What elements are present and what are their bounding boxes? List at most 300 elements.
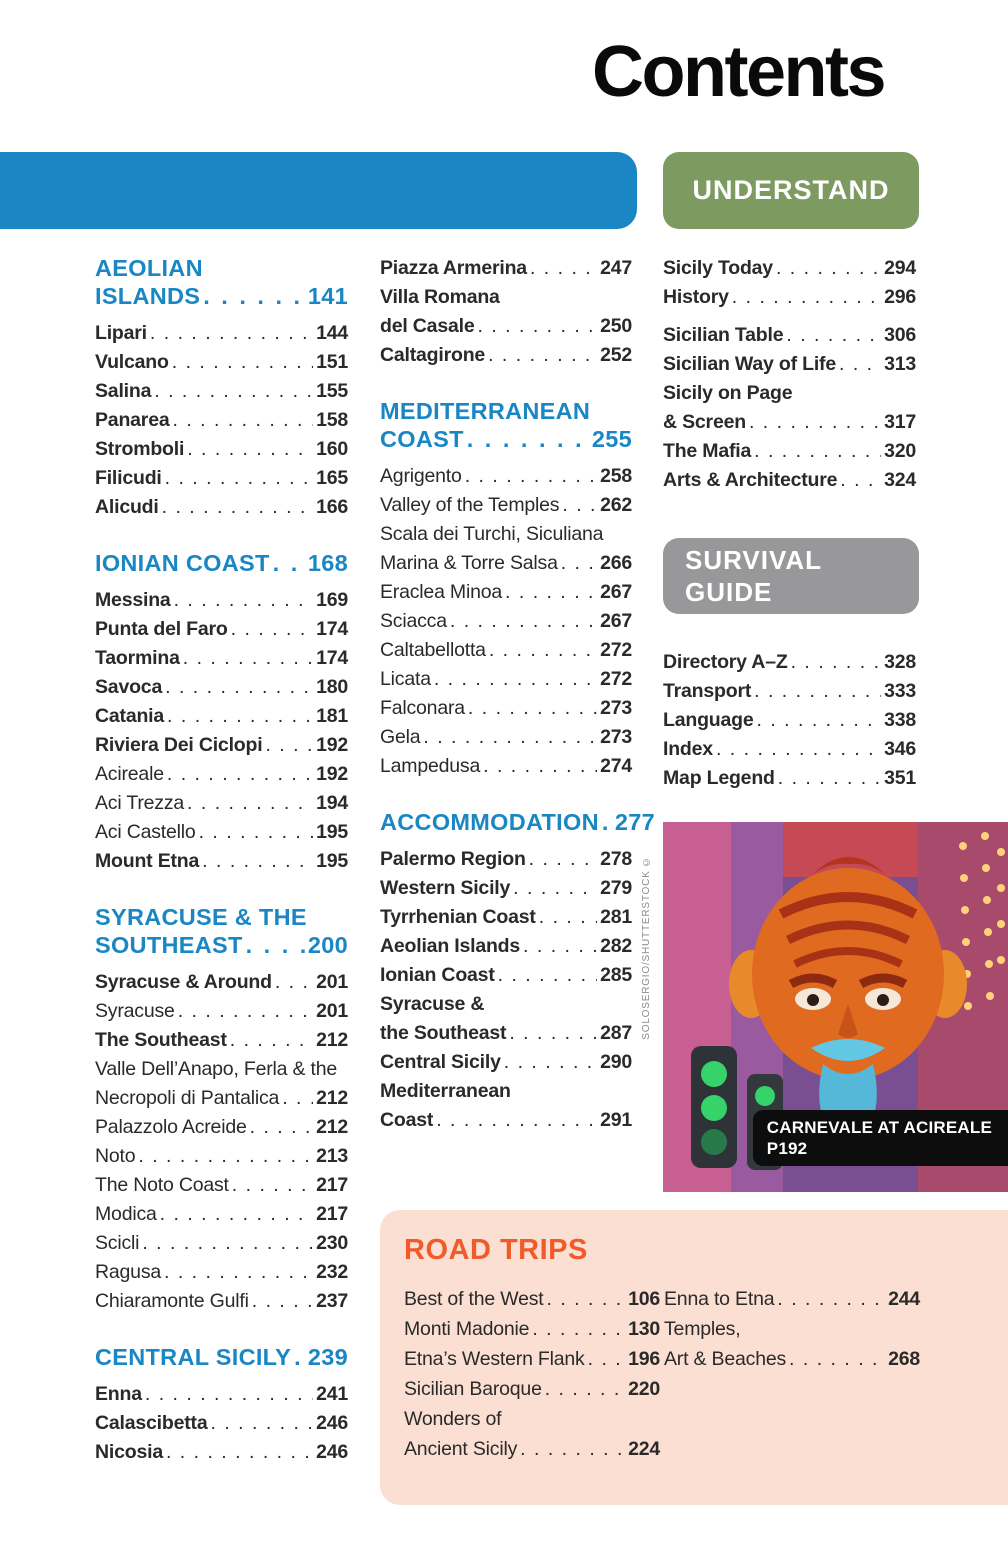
page-number: 273: [600, 726, 632, 748]
toc-entry[interactable]: [95, 968, 348, 997]
dot-leader: [776, 254, 881, 283]
carnival-photo: [663, 822, 1008, 1192]
page-number: 212: [316, 1116, 348, 1138]
section-heading[interactable]: [380, 808, 655, 836]
toc-entry[interactable]: [95, 1142, 348, 1171]
toc-entry[interactable]: [663, 350, 916, 379]
toc-entry-label: Filicudi: [95, 467, 162, 489]
photo-caption-page: P192: [766, 1139, 808, 1158]
toc-entry-label: Lipari: [95, 322, 147, 344]
dot-leader: [483, 752, 597, 781]
toc-entry-label: Sicilian Table: [663, 324, 784, 346]
dot-leader: [791, 648, 882, 677]
dot-leader: [423, 723, 597, 752]
photo-caption-title: CARNEVALE AT ACIREALE: [766, 1118, 992, 1137]
page-number: 174: [316, 618, 348, 640]
page-number: 338: [884, 709, 916, 731]
section-heading-label: SYRACUSE & THE: [95, 904, 307, 930]
road-trip-entry[interactable]: [404, 1344, 660, 1374]
toc-entry-label: Savoca: [95, 676, 163, 698]
dot-leader: [162, 493, 313, 522]
toc-entry[interactable]: [95, 847, 348, 876]
dot-leader: [150, 319, 313, 348]
page-number: 174: [316, 647, 348, 669]
toc-entry-label: Central Sicily: [380, 1051, 501, 1073]
road-trip-entry-label: Temples,: [664, 1318, 741, 1340]
toc-entry-label: Riviera Dei Ciclopi: [95, 734, 263, 756]
dot-leader: [450, 607, 597, 636]
dot-leader: [178, 997, 313, 1026]
toc-entry[interactable]: [663, 677, 916, 706]
toc-entry[interactable]: [95, 789, 348, 818]
dot-leader: [840, 466, 881, 495]
dot-leader: [294, 1343, 305, 1371]
toc-entry[interactable]: [95, 1380, 348, 1409]
dot-leader: [602, 808, 612, 836]
road-trip-entry-label: Sicilian Baroque: [404, 1378, 542, 1400]
road-trip-entry[interactable]: [404, 1284, 660, 1314]
section-heading[interactable]: [95, 1343, 348, 1371]
dot-leader: [505, 578, 597, 607]
page-number: 201: [316, 971, 348, 993]
toc-entry[interactable]: [380, 1077, 632, 1135]
toc-entry[interactable]: [380, 903, 632, 932]
toc-entry-label: Caltagirone: [380, 344, 486, 366]
page-number: 320: [884, 440, 916, 462]
toc-entry-label: Syracuse &: [380, 993, 485, 1015]
toc-entry-label: Index: [663, 738, 713, 760]
dot-leader: [434, 665, 597, 694]
dot-leader: [202, 847, 313, 876]
toc-entry-label: Agrigento: [380, 465, 462, 487]
toc-entry[interactable]: [380, 283, 632, 341]
toc-entry-label: the Southeast: [380, 1022, 507, 1044]
page-number: 246: [316, 1441, 348, 1463]
toc-entry-label: Catania: [95, 705, 165, 727]
toc-entry-label: Modica: [95, 1203, 157, 1225]
dot-leader: [164, 1258, 313, 1287]
page-number: 291: [600, 1109, 632, 1131]
toc-entry-label: Transport: [663, 680, 752, 702]
dot-leader: [732, 283, 881, 312]
dot-leader: [716, 735, 881, 764]
toc-entry[interactable]: [380, 462, 632, 491]
dot-leader: [778, 764, 881, 793]
section-heading-label: ACCOMMODATION: [380, 809, 599, 835]
page-number: 224: [628, 1438, 660, 1460]
dot-leader: [530, 254, 597, 283]
chapter-band: [0, 152, 637, 229]
toc-entry[interactable]: [95, 702, 348, 731]
toc-entry-label: Western Sicily: [380, 877, 511, 899]
section-heading-label: IONIAN COAST: [95, 550, 270, 576]
page-number: 141: [307, 283, 348, 309]
toc-entry[interactable]: [380, 932, 632, 961]
dot-leader: [839, 350, 881, 379]
page-number: 266: [600, 552, 632, 574]
toc-entry[interactable]: [380, 520, 632, 578]
toc-entry[interactable]: [95, 1171, 348, 1200]
toc-entry[interactable]: [663, 706, 916, 735]
page-number: 244: [888, 1288, 920, 1310]
dot-leader: [477, 312, 597, 341]
dot-leader: [265, 731, 313, 760]
dot-leader: [562, 491, 597, 520]
toc-entry[interactable]: [95, 818, 348, 847]
section-heading-label: MEDITERRANEAN: [380, 398, 591, 424]
toc-entry-label: The Noto Coast: [95, 1174, 229, 1196]
dot-leader: [174, 586, 314, 615]
toc-entry[interactable]: [663, 735, 916, 764]
toc-entry-label: Sicily on Page: [663, 382, 793, 404]
section-heading-label: SOUTHEAST: [95, 932, 243, 958]
dot-leader: [250, 1113, 313, 1142]
dot-leader: [232, 1171, 313, 1200]
page-number: 333: [884, 680, 916, 702]
toc-entry-label: Valley of the Temples: [380, 494, 560, 516]
page-number: 273: [600, 697, 632, 719]
section-heading[interactable]: [95, 903, 348, 959]
dot-leader: [252, 1287, 313, 1316]
page-number: 351: [884, 767, 916, 789]
toc-entry-label: Stromboli: [95, 438, 185, 460]
toc-entry[interactable]: [663, 254, 916, 283]
toc-entry[interactable]: [95, 435, 348, 464]
dot-leader: [754, 677, 881, 706]
page-number: 195: [316, 821, 348, 843]
page-number: 258: [600, 465, 632, 487]
toc-entry[interactable]: [95, 406, 348, 435]
page-number: 195: [316, 850, 348, 872]
toc-entry-label: The Southeast: [95, 1029, 227, 1051]
page-number: 217: [316, 1203, 348, 1225]
road-trip-entry-label: Art & Beaches: [664, 1348, 787, 1370]
toc-entry-label: Tyrrhenian Coast: [380, 906, 536, 928]
page-number: 213: [316, 1145, 348, 1167]
page-number: 287: [600, 1022, 632, 1044]
page-number: 217: [316, 1174, 348, 1196]
toc-entry[interactable]: [95, 348, 348, 377]
toc-entry-label: Piazza Armerina: [380, 257, 527, 279]
road-trip-entry[interactable]: [404, 1314, 660, 1344]
toc-entry-label: Punta del Faro: [95, 618, 228, 640]
dot-leader: [167, 760, 313, 789]
dot-leader: [547, 1284, 626, 1314]
toc-entry-label: Language: [663, 709, 754, 731]
toc-entry[interactable]: [380, 990, 632, 1048]
dot-leader: [498, 961, 597, 990]
road-trip-entry-label: Best of the West: [404, 1288, 544, 1310]
page-number: 160: [316, 438, 348, 460]
toc-entry[interactable]: [380, 254, 632, 283]
dot-leader: [282, 1084, 313, 1113]
dot-leader: [187, 789, 313, 818]
dot-leader: [246, 931, 305, 959]
dot-leader: [467, 425, 589, 453]
page-number: 155: [316, 380, 348, 402]
road-trips-panel: [380, 1210, 1008, 1505]
page-number: 246: [316, 1412, 348, 1434]
dot-leader: [230, 1026, 313, 1055]
toc-entry[interactable]: [95, 1026, 348, 1055]
dot-leader: [142, 1229, 313, 1258]
toc-entry-label: History: [663, 286, 729, 308]
photo-caption: [753, 1110, 1008, 1166]
page-number: 277: [614, 809, 655, 835]
page-number: 267: [600, 610, 632, 632]
survival-badge-line1: SURVIVAL: [685, 545, 823, 575]
page-number: 130: [628, 1318, 660, 1340]
toc-entry[interactable]: [95, 731, 348, 760]
section-heading-label: CENTRAL SICILY: [95, 1344, 292, 1370]
page-number: 230: [316, 1232, 348, 1254]
toc-entry[interactable]: [663, 321, 916, 350]
toc-entry-label: Falconara: [380, 697, 465, 719]
toc-entry-label: Salina: [95, 380, 152, 402]
page-number: 268: [888, 1348, 920, 1370]
toc-entry-label: Necropoli di Pantalica: [95, 1087, 280, 1109]
page-number: 232: [316, 1261, 348, 1283]
toc-entry-label: Map Legend: [663, 767, 775, 789]
page-number: 241: [316, 1383, 348, 1405]
toc-entry-label: Caltabellotta: [380, 639, 486, 661]
dot-leader: [513, 874, 597, 903]
toc-entry[interactable]: [95, 1055, 348, 1113]
toc-entry-label: Coast: [380, 1109, 434, 1131]
toc-entry[interactable]: [95, 615, 348, 644]
toc-entry-label: Panarea: [95, 409, 170, 431]
toc-entry-label: Marina & Torre Salsa: [380, 552, 558, 574]
understand-badge-label: UNDERSTAND: [692, 175, 890, 205]
toc-entry-label: Mount Etna: [95, 850, 200, 872]
page-number: 200: [307, 932, 348, 958]
page-number: 194: [316, 792, 348, 814]
road-trips-heading: ROAD TRIPS: [404, 1234, 588, 1266]
toc-entry-label: Sciacca: [380, 610, 447, 632]
toc-entry[interactable]: [95, 1113, 348, 1142]
dot-leader: [509, 1019, 597, 1048]
page-number: 313: [884, 353, 916, 375]
dot-leader: [211, 1409, 314, 1438]
toc-entry[interactable]: [380, 491, 632, 520]
toc-entry-label: Chiaramonte Gulfi: [95, 1290, 249, 1312]
toc-entry[interactable]: [95, 493, 348, 522]
page-number: 267: [600, 581, 632, 603]
toc-entry-label: Palazzolo Acreide: [95, 1116, 247, 1138]
dot-leader: [588, 1344, 625, 1374]
dot-leader: [529, 845, 597, 874]
toc-entry-label: Taormina: [95, 647, 180, 669]
toc-entry-label: Gela: [380, 726, 421, 748]
toc-entry[interactable]: [380, 845, 632, 874]
page-number: 106: [628, 1288, 660, 1310]
page-number: 169: [316, 589, 348, 611]
toc-entry[interactable]: [380, 723, 632, 752]
page-number: 144: [316, 322, 348, 344]
page-number: 306: [884, 324, 916, 346]
toc-entry[interactable]: [380, 665, 632, 694]
page-number: 282: [600, 935, 632, 957]
toc-entry[interactable]: [663, 437, 916, 466]
page-number: 252: [600, 344, 632, 366]
toc-entry-label: Palermo Region: [380, 848, 526, 870]
toc-entry[interactable]: [380, 607, 632, 636]
dot-leader: [145, 1380, 313, 1409]
toc-entry[interactable]: [95, 1200, 348, 1229]
page-number: 220: [628, 1378, 660, 1400]
dot-leader: [165, 464, 313, 493]
road-trip-entry-label: Enna to Etna: [664, 1288, 775, 1310]
toc-entry-label: Enna: [95, 1383, 142, 1405]
toc-entry[interactable]: [95, 464, 348, 493]
road-trip-entry[interactable]: [404, 1404, 660, 1464]
page-number: 247: [600, 257, 632, 279]
dot-leader: [273, 549, 305, 577]
toc-entry-label: Valle Dell’Anapo, Ferla & the: [95, 1058, 338, 1080]
dot-leader: [561, 549, 597, 578]
page-number: 250: [600, 315, 632, 337]
page-number: 346: [884, 738, 916, 760]
page-number: 201: [316, 1000, 348, 1022]
dot-leader: [539, 903, 597, 932]
dot-leader: [275, 968, 313, 997]
dot-leader: [203, 282, 305, 310]
toc-entry-label: Arts & Architecture: [663, 469, 838, 491]
road-trip-entry-label: Wonders of: [404, 1408, 502, 1430]
section-heading[interactable]: [380, 397, 632, 453]
page-number: 239: [307, 1344, 348, 1370]
road-trip-entry[interactable]: [664, 1284, 920, 1314]
dot-leader: [532, 1314, 625, 1344]
dot-leader: [154, 377, 313, 406]
understand-badge: [663, 152, 919, 229]
toc-entry-label: Eraclea Minoa: [380, 581, 503, 603]
toc-entry-label: Ionian Coast: [380, 964, 495, 986]
toc-entry-label: del Casale: [380, 315, 475, 337]
toc-entry[interactable]: [380, 961, 632, 990]
toc-entry[interactable]: [380, 694, 632, 723]
toc-entry-label: Villa Romana: [380, 286, 500, 308]
toc-entry[interactable]: [663, 379, 916, 437]
dot-leader: [199, 818, 314, 847]
road-trips-column-1: [404, 1284, 660, 1464]
page-number: 285: [600, 964, 632, 986]
page-number: 192: [316, 763, 348, 785]
toc-entry[interactable]: [95, 1438, 348, 1467]
dot-leader: [167, 702, 313, 731]
toc-entry-label: Nicosia: [95, 1441, 163, 1463]
dot-leader: [749, 408, 881, 437]
toc-entry-label: Scala dei Turchi, Siculiana: [380, 523, 604, 545]
survival-guide-badge: [663, 538, 919, 614]
road-trip-entry[interactable]: [404, 1374, 660, 1404]
understand-section-list: [663, 254, 916, 495]
page-number: 290: [600, 1051, 632, 1073]
dot-leader: [173, 406, 314, 435]
toc-entry[interactable]: [380, 636, 632, 665]
page-number: 237: [316, 1290, 348, 1312]
dot-leader: [757, 706, 882, 735]
toc-column-left: [95, 254, 348, 1467]
section-heading[interactable]: [95, 549, 348, 577]
toc-entry[interactable]: [95, 644, 348, 673]
page-number: 317: [884, 411, 916, 433]
page-number: 196: [628, 1348, 660, 1370]
road-trip-entry-label: Monti Madonie: [404, 1318, 530, 1340]
page-number: 158: [316, 409, 348, 431]
toc-entry[interactable]: [380, 341, 632, 370]
toc-entry-label: Directory A–Z: [663, 651, 788, 673]
page-number: 262: [600, 494, 632, 516]
dot-leader: [488, 341, 597, 370]
toc-entry-label: & Screen: [663, 411, 746, 433]
dot-leader: [754, 437, 881, 466]
toc-entry[interactable]: [95, 1258, 348, 1287]
toc-entry-label: Alicudi: [95, 496, 159, 518]
toc-entry-label: Aeolian Islands: [380, 935, 521, 957]
toc-entry[interactable]: [380, 874, 632, 903]
toc-entry-label: Aci Castello: [95, 821, 196, 843]
page-number: 166: [316, 496, 348, 518]
toc-entry-label: Aci Trezza: [95, 792, 185, 814]
page-number: 294: [884, 257, 916, 279]
toc-entry[interactable]: [95, 1229, 348, 1258]
dot-leader: [166, 1438, 313, 1467]
toc-entry[interactable]: [95, 1409, 348, 1438]
toc-entry-label: Sicilian Way of Life: [663, 353, 836, 375]
page-number: 181: [316, 705, 348, 727]
page-number: 212: [316, 1087, 348, 1109]
section-heading-label: AEOLIAN: [95, 255, 203, 281]
road-trip-entry-label: Ancient Sicily: [404, 1438, 518, 1460]
toc-entry[interactable]: [663, 648, 916, 677]
toc-entry[interactable]: [663, 283, 916, 312]
toc-entry-label: Messina: [95, 589, 171, 611]
toc-entry[interactable]: [663, 466, 916, 495]
toc-entry-label: Syracuse: [95, 1000, 175, 1022]
page-number: 272: [600, 639, 632, 661]
toc-entry[interactable]: [380, 752, 632, 781]
survival-badge-line2: GUIDE: [685, 577, 773, 607]
toc-entry[interactable]: [95, 760, 348, 789]
toc-entry[interactable]: [95, 319, 348, 348]
toc-entry[interactable]: [95, 377, 348, 406]
section-heading-label: ISLANDS: [95, 283, 201, 309]
page-number: 180: [316, 676, 348, 698]
toc-entry[interactable]: [95, 997, 348, 1026]
toc-entry[interactable]: [380, 578, 632, 607]
road-trip-entry[interactable]: [664, 1314, 920, 1374]
dot-leader: [187, 435, 313, 464]
toc-entry[interactable]: [95, 673, 348, 702]
page-title: Contents: [592, 32, 884, 112]
section-heading[interactable]: [95, 254, 348, 310]
toc-entry-label: Scicli: [95, 1232, 140, 1254]
page-number: 165: [316, 467, 348, 489]
page-number: 278: [600, 848, 632, 870]
toc-entry[interactable]: [95, 586, 348, 615]
page-number: 324: [884, 469, 916, 491]
page-number: 328: [884, 651, 916, 673]
dot-leader: [489, 636, 597, 665]
toc-entry-label: The Mafia: [663, 440, 752, 462]
page-number: 151: [316, 351, 348, 373]
toc-entry[interactable]: [95, 1287, 348, 1316]
toc-entry[interactable]: [380, 1048, 632, 1077]
toc-entry-label: Lampedusa: [380, 755, 481, 777]
page-number: 274: [600, 755, 632, 777]
toc-entry[interactable]: [663, 764, 916, 793]
